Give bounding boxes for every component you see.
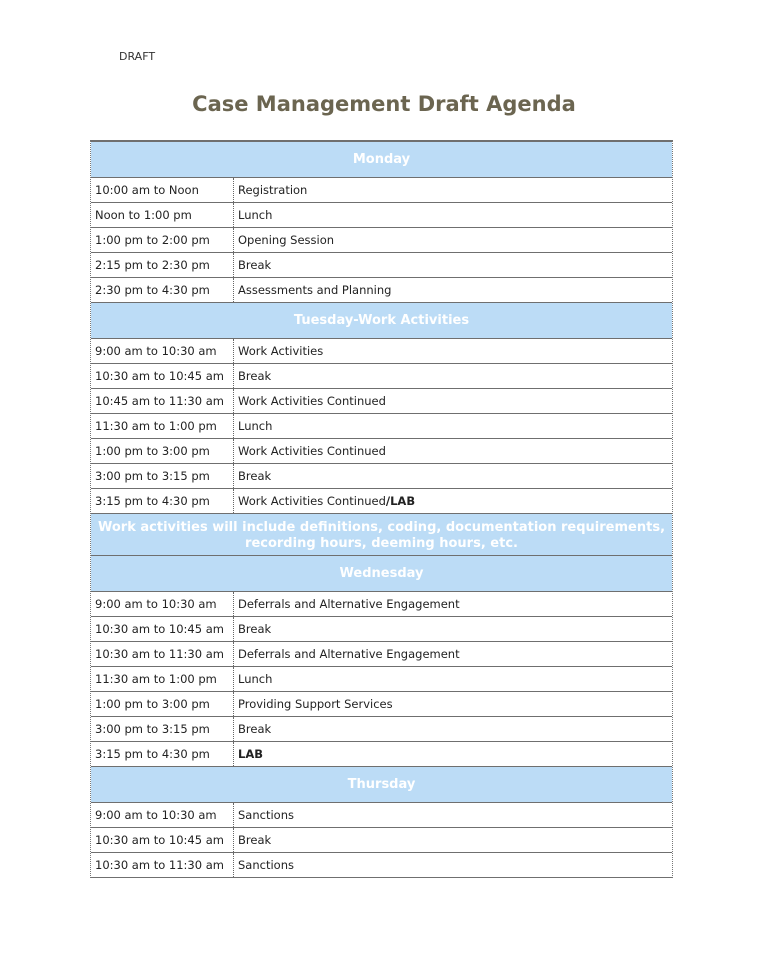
table-row xyxy=(91,228,672,253)
section-heading-monday: Monday xyxy=(91,142,672,178)
time-cell: 10:30 am to 10:45 am xyxy=(91,617,234,641)
section-heading-thursday: Thursday xyxy=(91,767,672,803)
note-line-2: recording hours, deeming hours, etc. xyxy=(245,536,518,551)
lab-suffix: /LAB xyxy=(385,494,416,508)
time-cell: 10:30 am to 11:30 am xyxy=(91,642,234,666)
time-cell: 10:30 am to 10:45 am xyxy=(91,828,234,852)
time-cell: 11:30 am to 1:00 pm xyxy=(91,667,234,691)
table-row xyxy=(91,642,672,667)
page-title: Case Management Draft Agenda xyxy=(192,92,576,116)
section-heading-wednesday: Wednesday xyxy=(91,556,672,592)
section-heading-tuesday: Tuesday-Work Activities xyxy=(91,303,672,339)
time-cell: 1:00 pm to 2:00 pm xyxy=(91,228,234,252)
time-cell: 9:00 am to 10:30 am xyxy=(91,592,234,616)
time-cell: 9:00 am to 10:30 am xyxy=(91,803,234,827)
work-activities-note xyxy=(91,514,672,556)
activity-text: Work Activities Continued xyxy=(238,494,386,508)
activity-cell: Assessments and Planning xyxy=(238,283,392,297)
table-row xyxy=(91,414,672,439)
table-row xyxy=(91,617,672,642)
table-row xyxy=(91,253,672,278)
table-row xyxy=(91,692,672,717)
activity-cell xyxy=(234,489,672,513)
time-cell: 2:15 pm to 2:30 pm xyxy=(91,253,234,277)
time-cell: 1:00 pm to 3:00 pm xyxy=(91,439,234,463)
time-cell: 10:30 am to 11:30 am xyxy=(91,853,234,877)
table-row xyxy=(91,742,672,767)
time-cell: 3:00 pm to 3:15 pm xyxy=(91,717,234,741)
table-row xyxy=(91,203,672,228)
activity-cell: Work Activities Continued xyxy=(238,394,386,408)
activity-cell: Break xyxy=(238,722,272,736)
table-row xyxy=(91,667,672,692)
activity-cell: Registration xyxy=(238,183,308,197)
activity-cell: Deferrals and Alternative Engagement xyxy=(238,597,460,611)
table-row xyxy=(91,439,672,464)
time-cell: 3:15 pm to 4:30 pm xyxy=(91,489,234,513)
table-row xyxy=(91,592,672,617)
time-cell: 10:00 am to Noon xyxy=(91,178,234,202)
note-line-1: Work activities will include definitions, coding, documentation requirements, xyxy=(97,520,666,535)
activity-cell: Break xyxy=(238,369,272,383)
activity-cell: LAB xyxy=(238,747,263,761)
draft-label: DRAFT xyxy=(119,50,156,63)
activity-cell: Lunch xyxy=(238,419,273,433)
activity-cell: Providing Support Services xyxy=(238,697,393,711)
activity-cell: Work Activities xyxy=(238,344,324,358)
table-row xyxy=(91,803,672,828)
time-cell: 10:30 am to 10:45 am xyxy=(91,364,234,388)
activity-cell: Break xyxy=(238,622,272,636)
table-row xyxy=(91,278,672,303)
time-cell: 3:15 pm to 4:30 pm xyxy=(91,742,234,766)
table-row xyxy=(91,339,672,364)
table-row xyxy=(91,464,672,489)
time-cell: 9:00 am to 10:30 am xyxy=(91,339,234,363)
table-row xyxy=(91,389,672,414)
table-row xyxy=(91,717,672,742)
activity-cell: Break xyxy=(238,258,272,272)
activity-cell: Break xyxy=(238,833,272,847)
time-cell: 2:30 pm to 4:30 pm xyxy=(91,278,234,302)
agenda-table xyxy=(90,140,673,878)
activity-cell: Lunch xyxy=(238,208,273,222)
activity-cell: Deferrals and Alternative Engagement xyxy=(238,647,460,661)
table-row xyxy=(91,489,672,514)
activity-cell: Work Activities Continued xyxy=(238,444,386,458)
table-row xyxy=(91,828,672,853)
activity-cell: Sanctions xyxy=(238,808,294,822)
table-row xyxy=(91,178,672,203)
activity-cell: Break xyxy=(238,469,272,483)
activity-cell: Lunch xyxy=(238,672,273,686)
table-row xyxy=(91,364,672,389)
time-cell: Noon to 1:00 pm xyxy=(91,203,234,227)
activity-cell: Opening Session xyxy=(238,233,335,247)
time-cell: 10:45 am to 11:30 am xyxy=(91,389,234,413)
activity-cell: Sanctions xyxy=(238,858,294,872)
time-cell: 11:30 am to 1:00 pm xyxy=(91,414,234,438)
table-row xyxy=(91,853,672,877)
time-cell: 1:00 pm to 3:00 pm xyxy=(91,692,234,716)
time-cell: 3:00 pm to 3:15 pm xyxy=(91,464,234,488)
